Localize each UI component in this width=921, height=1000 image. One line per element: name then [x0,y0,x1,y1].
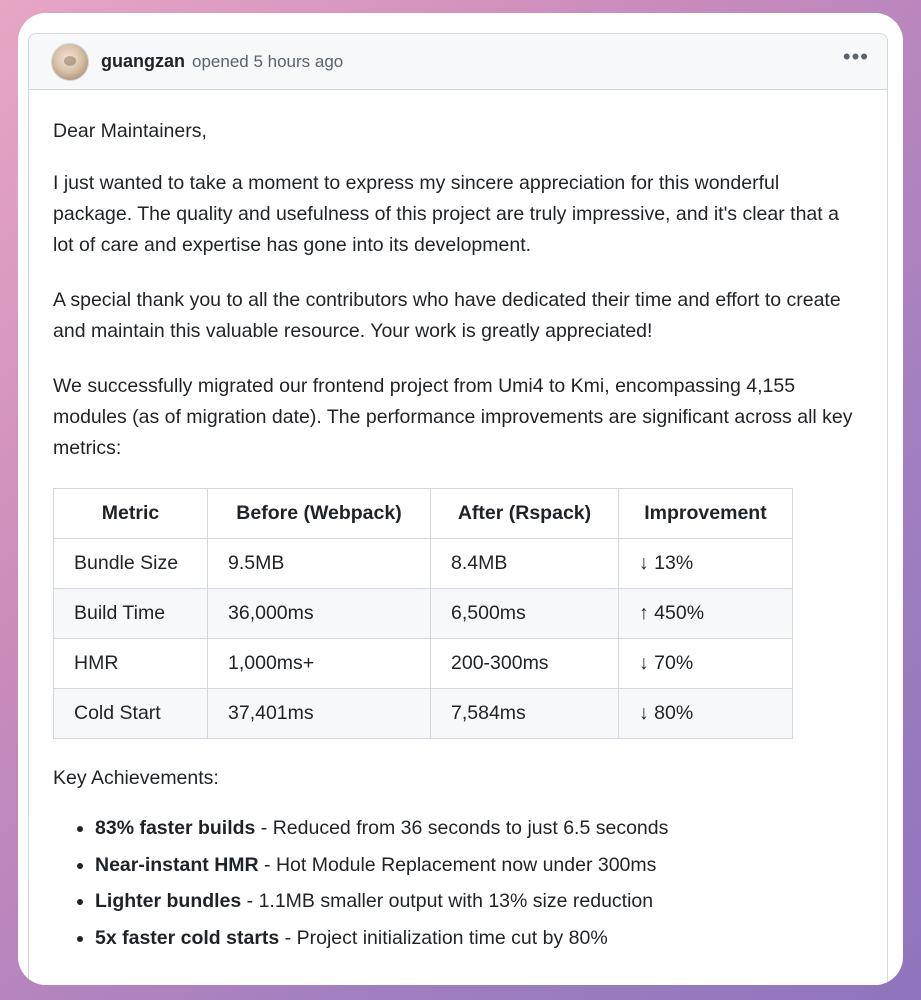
achievement-title: Near-instant HMR [95,853,259,876]
table-cell: 200-300ms [431,639,619,689]
table-cell: ↓ 80% [619,689,793,739]
list-item [95,850,863,882]
achievement-detail: - Project initialization time cut by 80% [279,926,608,949]
table-cell: 37,401ms [208,689,431,739]
achievement-detail: - Reduced from 36 seconds to just 6.5 seconds [255,817,669,839]
table-cell: 9.5MB [208,539,431,589]
table-header-row [54,489,793,539]
table-cell: ↑ 450% [619,589,793,639]
greeting: Dear Maintainers, [53,120,207,142]
table-row [54,539,793,589]
achievements-list [53,813,863,954]
table-cell: HMR [54,639,208,689]
list-item [95,813,863,845]
table-header-cell: Before (Webpack) [208,489,431,539]
avatar[interactable] [51,43,89,81]
table-row [54,639,793,689]
table-header-cell: Metric [54,489,208,539]
table-cell: 1,000ms+ [208,639,431,689]
table-header-cell: After (Rspack) [431,489,619,539]
table-row [54,689,793,739]
timestamp[interactable]: opened 5 hours ago [192,51,344,71]
table-cell: Build Time [54,589,208,639]
achievement-title: 5x faster cold starts [95,926,280,949]
comment-body [29,90,887,954]
list-item [95,886,863,918]
paragraph-migration: We successfully migrated our frontend project from Umi4 to Kmi, encompassing 4,155 modules (as of migration date). The performance improvements are significant across all key metrics: [53,375,853,459]
achievement-title: 83% faster builds [95,817,256,839]
achievement-detail: - Hot Module Replacement now under 300ms [258,853,657,876]
screenshot-frame [18,13,903,985]
table-cell: Cold Start [54,689,208,739]
achievements-heading: Key Achievements: [53,767,219,789]
paragraph-appreciation: I just wanted to take a moment to express my sincere appreciation for this wonderful package. The quality and usefulness of this project are truly impressive, and it's clear that a lot of care and expertise has gone into its development. [53,172,839,256]
table-cell: Bundle Size [54,539,208,589]
table-cell: 6,500ms [431,589,619,639]
paragraph-thanks: A special thank you to all the contributors who have dedicated their time and effort to create and maintain this valuable resource. Your work is greatly appreciated! [53,289,841,342]
issue-comment [28,33,888,985]
kebab-horizontal-icon[interactable]: ••• [842,43,869,69]
table-cell: 8.4MB [431,539,619,589]
list-item [95,923,863,955]
achievement-detail: - 1.1MB smaller output with 13% size reduction [241,890,654,912]
table-cell: 7,584ms [431,689,619,739]
table-cell: ↓ 70% [619,639,793,689]
metrics-table [53,488,793,739]
table-cell: 36,000ms [208,589,431,639]
table-cell: ↓ 13% [619,539,793,589]
comment-header [29,34,887,90]
table-header-cell: Improvement [619,489,793,539]
author-link[interactable]: guangzan [101,51,185,71]
achievement-title: Lighter bundles [95,890,242,912]
table-row [54,589,793,639]
